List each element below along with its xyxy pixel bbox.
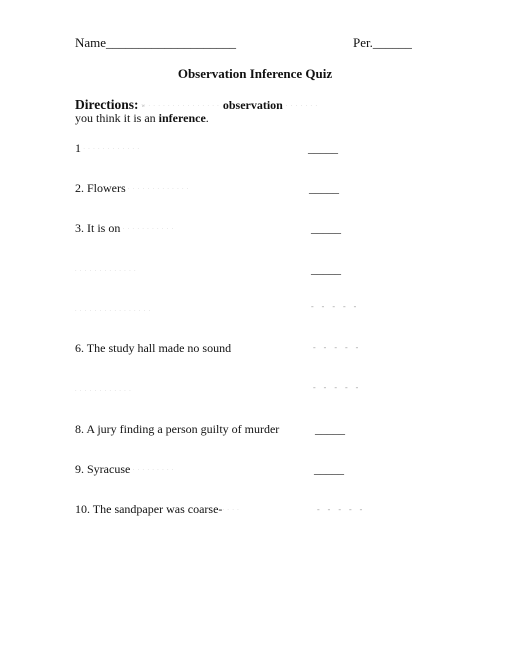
directions-inference-word: inference: [158, 111, 206, 125]
answer-blank-1[interactable]: _____: [308, 141, 338, 155]
answer-blank-8[interactable]: _____: [315, 422, 345, 436]
directions-faint-text-a: w · · · · · · · · · · · · · · ·: [141, 103, 220, 109]
question-text: 2. Flowers: [75, 181, 126, 195]
question-8: [75, 422, 279, 437]
question-1: [75, 141, 140, 156]
name-field-label[interactable]: Name____________________: [75, 35, 237, 50]
question-faint-text: · · · · · · · · · · · ·: [75, 388, 132, 394]
question-faint-text: · · · · · · · · ·: [130, 467, 175, 473]
directions-line-2: [75, 111, 209, 126]
question-3: [75, 221, 174, 236]
directions-line2-suffix: .: [205, 111, 209, 125]
answer-blank-9[interactable]: _____: [314, 462, 344, 476]
question-faint-text: · · · · · · · · · · · · ·: [125, 186, 190, 192]
question-text: 8. A jury finding a person guilty of murder: [75, 422, 280, 436]
period-field-label[interactable]: Per.______: [353, 35, 412, 50]
directions-faint-text-b: · · · · · · ·: [285, 103, 318, 109]
answer-blank-5[interactable]: - - - - -: [311, 302, 360, 311]
directions-label: Directions:: [75, 97, 139, 112]
directions-observation-word: observation: [222, 98, 283, 112]
answer-blank-7[interactable]: - - - - -: [313, 383, 362, 392]
directions-line2-prefix: you think it is an: [75, 111, 159, 125]
question-text: 9. Syracuse: [75, 462, 131, 476]
question-faint-text: · · · · · · · · · · · · ·: [75, 268, 137, 274]
question-7: [75, 383, 132, 398]
question-text: 3. It is on: [75, 221, 121, 235]
answer-blank-4[interactable]: _____: [311, 262, 341, 276]
page-title: Observation Inference Quiz: [177, 66, 333, 81]
question-9: [75, 462, 175, 477]
question-6: [75, 341, 231, 356]
question-text: 6. The study hall made no sound: [75, 341, 232, 355]
answer-blank-2[interactable]: _____: [309, 181, 339, 195]
question-faint-text: · · · ·: [222, 507, 240, 513]
question-text: 10. The sandpaper was coarse-: [75, 502, 223, 516]
answer-blank-6[interactable]: - - - - -: [313, 343, 362, 352]
question-faint-text: · · · · · · · · · · · · · · · ·: [75, 308, 152, 314]
question-faint-text: · · · · · · · · · · · ·: [81, 146, 140, 152]
question-2: [75, 181, 190, 196]
question-5: [75, 303, 151, 318]
answer-blank-10[interactable]: - - - - -: [317, 505, 366, 514]
question-faint-text: · · · · · · · · · · ·: [120, 226, 175, 232]
question-text: 1: [75, 141, 81, 155]
answer-blank-3[interactable]: _____: [311, 221, 341, 235]
question-4: [75, 263, 137, 278]
question-10: [75, 502, 240, 517]
